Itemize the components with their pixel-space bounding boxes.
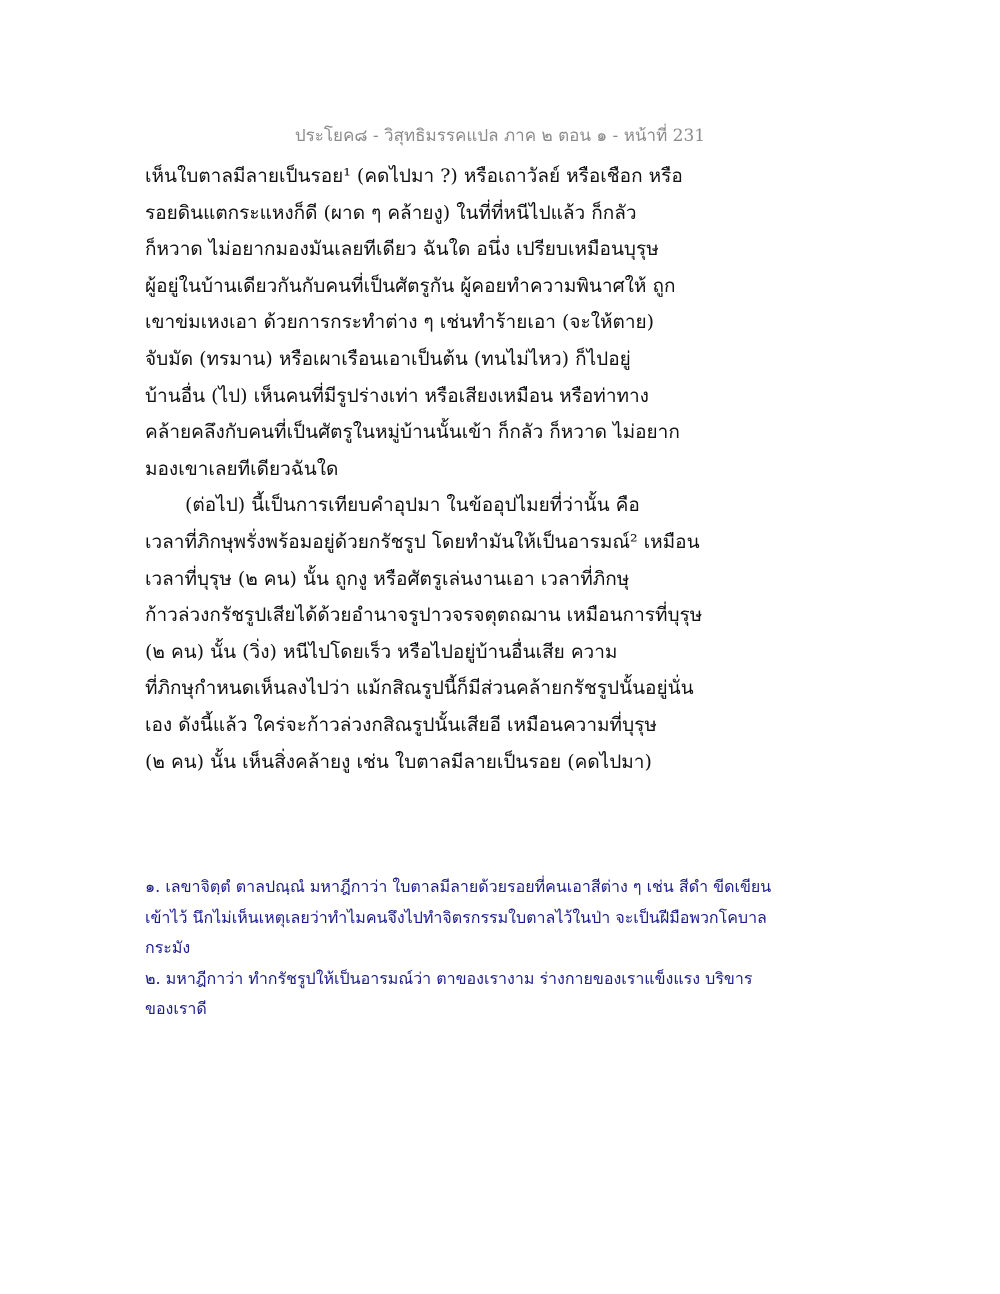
page-header: ประโยค๘ - วิสุทธิมรรคแปล ภาค ๒ ตอน ๑ - หน้าที่ 231 bbox=[294, 126, 706, 146]
body-line: คล้ายคลึงกับคนที่เป็นศัตรูในหมู่บ้านนั้นเข้า ก็กลัว ก็หวาด ไม่อยาก bbox=[145, 421, 680, 444]
body-line: เอง ดังนี้แล้ว ใคร่จะก้าวล่วงกสิณรูปนั้นเสียอี เหมือนความที่บุรุษ bbox=[145, 713, 657, 736]
footnote-line: ของเราดี bbox=[145, 999, 207, 1019]
footnote-line: ๒. มหาฎีกาว่า ทำกรัชรูปให้เป็นอารมณ์ว่า ตาของเรางาม ร่างกายของเราแข็งแรง บริขาร bbox=[145, 968, 753, 988]
footnotes bbox=[145, 872, 865, 1025]
footnote-line: กระมัง bbox=[145, 938, 191, 958]
body-line: เห็นใบตาลมีลายเป็นรอย¹ (คดไปมา ?) หรือเถาวัลย์ หรือเชือก หรือ bbox=[145, 165, 683, 187]
body-line: รอยดินแตกระแหงก็ดี (ผาด ๆ คล้ายงู) ในที่ที่หนีไปแล้ว ก็กลัว bbox=[145, 201, 637, 224]
body-line: เวลาที่บุรุษ (๒ คน) นั้น ถูกงู หรือศัตรูเล่นงานเอา เวลาที่ภิกษุ bbox=[145, 567, 630, 590]
body-line: จับมัด (ทรมาน) หรือเผาเรือนเอาเป็นต้น (ทนไม่ไหว) ก็ไปอยู่ bbox=[145, 347, 631, 370]
body-line: ก็หวาด ไม่อยากมองมันเลยทีเดียว ฉันใด อนึ่ง เปรียบเหมือนบุรุษ bbox=[145, 238, 659, 261]
body-line: ที่ภิกษุกำหนดเห็นลงไปว่า แม้กสิณรูปนี้ก็มีส่วนคล้ายกรัชรูปนั้นอยู่นั่น bbox=[145, 677, 694, 700]
footnote-line: เข้าไว้ นึกไม่เห็นเหตุเลยว่าทำไมคนจึงไปทำจิตรกรรมใบตาลไว้ในป่า จะเป็นฝีมือพวกโคบาล bbox=[145, 907, 767, 927]
body-line: เวลาที่ภิกษุพรั่งพร้อมอยู่ด้วยกรัชรูป โดยทำมันให้เป็นอารมณ์² เหมือน bbox=[145, 530, 700, 553]
paragraph-start-line: (ต่อไป) นี้เป็นการเทียบคำอุปมา ในข้ออุปไมยที่ว่านั้น คือ bbox=[185, 494, 640, 517]
body-line: บ้านอื่น (ไป) เห็นคนที่มีรูปร่างเท่า หรือเสียงเหมือน หรือท่าทาง bbox=[145, 384, 649, 407]
body-line: ก้าวล่วงกรัชรูปเสียได้ด้วยอำนาจรูปาวจรจตุตถฌาน เหมือนการที่บุรุษ bbox=[145, 604, 703, 627]
body-line: ผู้อยู่ในบ้านเดียวกันกับคนที่เป็นศัตรูกัน ผู้คอยทำความพินาศให้ ถูก bbox=[145, 274, 676, 297]
body-line: เขาข่มเหงเอา ด้วยการกระทำต่าง ๆ เช่นทำร้ายเอา (จะให้ตาย) bbox=[145, 311, 655, 334]
footnote-line: ๑. เลขาจิตฺตํ ตาลปณฺณํ มหาฎีกาว่า ใบตาลมีลายด้วยรอยที่คนเอาสีต่าง ๆ เช่น สีดำ ขีดเขียน bbox=[145, 877, 772, 896]
body-line: (๒ คน) นั้น (วิ่ง) หนีไปโดยเร็ว หรือไปอยู่บ้านอื่นเสีย ความ bbox=[145, 640, 618, 663]
body-text bbox=[145, 158, 745, 780]
body-line: (๒ คน) นั้น เห็นสิ่งคล้ายงู เช่น ใบตาลมีลายเป็นรอย (คดไปมา) bbox=[145, 750, 652, 773]
body-line: มองเขาเลยทีเดียวฉันใด bbox=[145, 457, 339, 480]
